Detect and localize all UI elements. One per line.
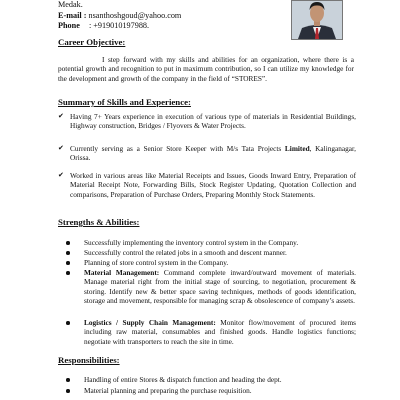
skills-item-2-text: Currently serving as a Senior Store Keeper with M/s Tata Projects: [70, 144, 282, 153]
phone-value: : +919010197988.: [88, 21, 150, 30]
skills-experience-heading: Summary of Skills and Experience:: [58, 97, 191, 107]
phone-label: Phone: [58, 21, 80, 30]
skills-item-text: [70, 171, 356, 199]
skills-item-3-text: Worked in various areas like Material Receipts and Issues, Goods Inward Entry, Preparation of Material Receipt Note, Forwarding Bills, Stock Register Updating, Quotation Collection and comparisons, Preparation of Purchase Orders, Preparing Monthly Stock Statements.: [70, 171, 356, 199]
email-label: E-mail :: [58, 10, 87, 20]
logistics-label: Logistics / Supply Chain Management:: [84, 318, 216, 327]
career-objective-body: I step forward with my skills and abilities for an organization, where there is a potential growth and recognition to put in maximum contribution, so I can utilize my knowledge for the development and growth of the company in the field of “STORES”.: [58, 55, 354, 83]
bullet-icon: [66, 271, 70, 275]
strengths-item-text: [84, 318, 356, 346]
logistics-text: Monitor flow/movement of procured items including raw material, consumables and finished goods. Handle logistics functions; negotiate with transporters to reach the site in time.: [84, 318, 356, 346]
profile-photo: [291, 0, 343, 40]
email-value: nsanthoshgoud@yahoo.com: [88, 10, 182, 20]
bullet-icon: [66, 389, 70, 393]
contact-block: [58, 0, 181, 32]
address-line: Medak.: [58, 0, 83, 9]
phone-row: [58, 21, 181, 32]
email-row: [58, 11, 181, 22]
person-photo-icon: [292, 1, 342, 39]
bullet-icon: [66, 378, 70, 382]
material-management-label: Material Management:: [84, 268, 160, 277]
checkmark-icon: ✔: [58, 144, 64, 152]
strengths-item-text: [84, 268, 356, 305]
skills-item-2-bold: Limited: [284, 144, 310, 153]
strengths-item-text: Successfully implementing the inventory control system in the Company.: [84, 238, 299, 247]
skills-item-text: [70, 144, 356, 163]
skills-item-text: Having 7+ Years experience in execution of various type of materials in Residential Buildings, Highway construction, Bridges / Flyovers & Water Projects.: [70, 112, 356, 131]
strengths-heading: Strengths & Abilities:: [58, 217, 140, 227]
material-management-text: Command complete inward/outward movement of materials. Manage material right from the initial stage of sourcing, to negotiation, procurement & storing. Identify new & better space saving techniques, methods of goods identification, storage and movement, responsible for managing scrap & obsolescence of company’s assets.: [84, 268, 356, 305]
skills-item-2-tail: , Kalinganagar, Orissa.: [70, 144, 356, 163]
responsibilities-item-text: Handling of entire Stores & dispatch function and heading the dept.: [84, 375, 282, 384]
bullet-icon: [66, 241, 70, 245]
bullet-icon: [66, 261, 70, 265]
strengths-item-text: Successfully control the related jobs in a smooth and descent manner.: [84, 248, 287, 257]
career-objective-text: [58, 55, 354, 83]
checkmark-icon: ✔: [58, 171, 64, 179]
career-objective-heading: Career Objective:: [58, 37, 126, 47]
bullet-icon: [66, 251, 70, 255]
responsibilities-item-text: Material planning and preparing the purchase requisition.: [84, 386, 252, 395]
checkmark-icon: ✔: [58, 112, 64, 120]
bullet-icon: [66, 321, 70, 325]
responsibilities-heading: Responsibilities:: [58, 355, 120, 365]
strengths-item-text: Planning of store control system in the Company.: [84, 258, 229, 267]
